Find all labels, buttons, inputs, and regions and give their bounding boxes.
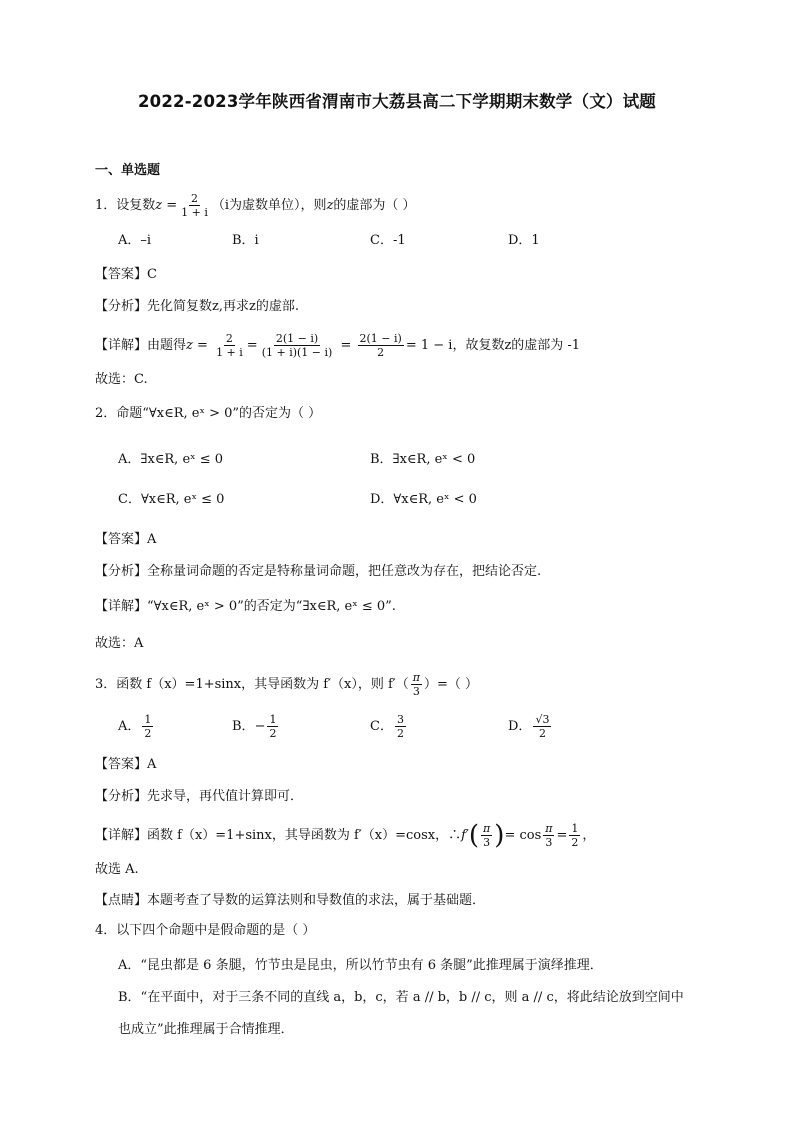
answer-tag: 【答案】	[95, 532, 148, 547]
q4-option-b-line-2: 也成立”此推理属于合情推理．	[118, 1022, 294, 1037]
q3-d-one: 1	[571, 822, 579, 835]
q1-d-result: = 1 − i	[405, 338, 453, 353]
q3-b-num: 1	[269, 713, 277, 726]
q3-c-den: 2	[396, 727, 404, 740]
q1-analysis	[95, 297, 299, 317]
q3-option-a	[118, 713, 155, 740]
q2-detail	[95, 597, 396, 617]
q1-z: z	[326, 198, 334, 213]
q1-stem-prefix: 1．设复数	[95, 198, 156, 213]
answer-tag: 【答案】	[95, 267, 148, 282]
q3-analysis	[95, 787, 303, 807]
q1-stem-end: 的虚部为（ ）	[333, 198, 416, 213]
detail-tag: 【详解】	[95, 828, 148, 843]
q1-d-f1-num: 2	[225, 332, 233, 345]
q3-three: 3	[412, 685, 420, 698]
q3-option-a-label: A．	[118, 719, 141, 734]
q3-answer-value: A	[147, 757, 157, 772]
q1-option-a: A．–i	[118, 233, 152, 248]
q2-option-d: D．∀x∈R, eˣ < 0	[370, 492, 477, 507]
q2-option-b: B．∃x∈R, eˣ < 0	[370, 452, 476, 467]
q2-option-a: A．∃x∈R, eˣ ≤ 0	[118, 452, 224, 467]
q3-option-c-label: C．	[370, 719, 393, 734]
q1-option-c: C．-1	[370, 233, 406, 248]
comment-tag: 【点睛】	[95, 893, 148, 908]
q3-option-c	[370, 713, 408, 740]
detail-tag: 【详解】	[95, 338, 148, 353]
q3-c-num: 3	[396, 713, 404, 726]
q3-stem-frac	[411, 671, 422, 698]
q1-detail: 【详解】由题得z = $\frac{2}{1 + i}$ = $\frac{2(1 - i)}{(1 + i)(1 - i)}$ = $\frac{2(1 - i)}{2}$ = 1 − i，故复数z的虚部为 -1	[95, 332, 581, 359]
q4-option-a: A．“昆虫都是 6 条腿，竹节虫是昆虫，所以竹节虫有 6 条腿”此推理属于演绎推理．	[118, 958, 603, 973]
section-heading: 一、单选题	[95, 163, 161, 178]
q1-answer-value: C	[147, 267, 157, 282]
q2-conclusion: 故选：A	[95, 636, 144, 651]
q3-option-d	[508, 713, 553, 740]
q3-stem-prefix: 3．函数 f（x）=1+sinx，其导函数为 f′（x），则 f′（	[95, 677, 409, 692]
q3-conclusion: 故选 A.	[95, 862, 139, 877]
q1-d-f3-num: 2(1 − i)	[359, 332, 402, 345]
q3-comment-text: 本题考查了导数的运算法则和导数值的求法，属于基础题．	[147, 893, 486, 908]
q3-d-three2: 3	[545, 836, 553, 849]
q3-fprime: f′	[461, 828, 469, 843]
q3-b-sign: −	[254, 719, 266, 734]
q1-option-d: D．1	[508, 233, 540, 248]
q1-frac-den: 1 + i	[181, 206, 208, 219]
q3-option-b-label: B．	[232, 719, 255, 734]
q3-detail: 【详解】函数 f（x）=1+sinx，其导函数为 f′（x）=cosx，∴f′( $\frac{\pi}{3}$ )= cos $\frac{\pi}{3}$ = $\frac{1}{2}$ ，	[95, 820, 596, 851]
q3-d-pi2: π	[545, 822, 553, 835]
q3-d-cos: = cos	[504, 828, 542, 843]
analysis-tag: 【分析】	[95, 299, 148, 314]
q2-analysis-text: 全称量词命题的否定是特称量词命题，把任意改为存在，把结论否定.	[147, 564, 542, 579]
q1-option-b: B．i	[232, 233, 259, 248]
q1-d-eq: =	[246, 338, 258, 353]
q1-detail-suffix: ，故复数z的虚部为 -1	[452, 338, 581, 353]
q3-d-end: ，	[582, 828, 596, 843]
q1-d-f2-den: (1 + i)(1 − i)	[261, 346, 333, 359]
question-4-stem: 4．以下四个命题中是假命题的是（ ）	[95, 923, 316, 938]
q2-analysis	[95, 562, 541, 582]
q3-option-d-label: D．	[508, 719, 532, 734]
q3-d-two: 2	[571, 836, 579, 849]
q2-answer-value: A	[147, 532, 157, 547]
detail-tag: 【详解】	[95, 599, 148, 614]
question-3-stem	[95, 671, 478, 698]
q1-z-eq: z =	[155, 198, 178, 213]
q3-detail-prefix: 函数 f（x）=1+sinx，其导函数为 f′（x）=cosx，∴	[147, 828, 462, 843]
q1-analysis-text: 先化简复数z,再求z的虚部.	[147, 299, 299, 314]
q1-detail-frac-2	[260, 332, 335, 359]
q1-stem-middle: （i为虚数单位），则	[211, 198, 327, 213]
q3-d-pi: π	[483, 822, 491, 835]
question-2-stem: 2．命题“∀x∈R, eˣ > 0”的否定为（ ）	[95, 406, 322, 421]
q1-detail-prefix: 由题得	[147, 338, 187, 353]
q3-stem-suffix: ）=（ ）	[424, 677, 479, 692]
q1-answer	[95, 265, 157, 285]
q3-pi: π	[412, 671, 420, 684]
q1-frac-num: 2	[191, 192, 199, 205]
q3-comment	[95, 891, 485, 911]
document-title: 2022-2023学年陕西省渭南市大荔县高二下学期期末数学（文）试题	[138, 92, 656, 111]
q3-d-three: 3	[483, 836, 491, 849]
q3-d-eq: =	[556, 828, 568, 843]
q3-d-den: 2	[538, 727, 546, 740]
q3-b-den: 2	[269, 727, 277, 740]
q1-d-f1-den: 1 + i	[216, 346, 243, 359]
q3-answer	[95, 755, 156, 775]
q1-fraction	[179, 192, 210, 219]
q1-detail-frac-3	[358, 332, 404, 359]
q2-option-c: C．∀x∈R, eˣ ≤ 0	[118, 492, 225, 507]
q2-answer	[95, 530, 156, 550]
question-1-stem	[95, 192, 416, 219]
q3-analysis-text: 先求导，再代值计算即可．	[147, 789, 304, 804]
q4-option-b-line-1: B．“在平面中，对于三条不同的直线 a，b，c，若 a // b，b // c，则 a // c，将此结论放到空间中	[118, 990, 684, 1005]
q3-a-num: 1	[144, 713, 152, 726]
analysis-tag: 【分析】	[95, 789, 148, 804]
q3-option-b	[232, 713, 280, 740]
q3-a-den: 2	[144, 727, 152, 740]
analysis-tag: 【分析】	[95, 564, 148, 579]
q1-d-f2-num: 2(1 − i)	[275, 332, 319, 345]
q1-detail-frac-1	[214, 332, 245, 359]
q1-conclusion: 故选：C.	[95, 372, 148, 387]
q1-d-f3-den: 2	[377, 346, 385, 359]
answer-tag: 【答案】	[95, 757, 148, 772]
q3-d-num: √3	[535, 713, 550, 726]
q2-detail-text: “∀x∈R, eˣ > 0”的否定为“∃x∈R, eˣ ≤ 0”.	[147, 599, 396, 614]
